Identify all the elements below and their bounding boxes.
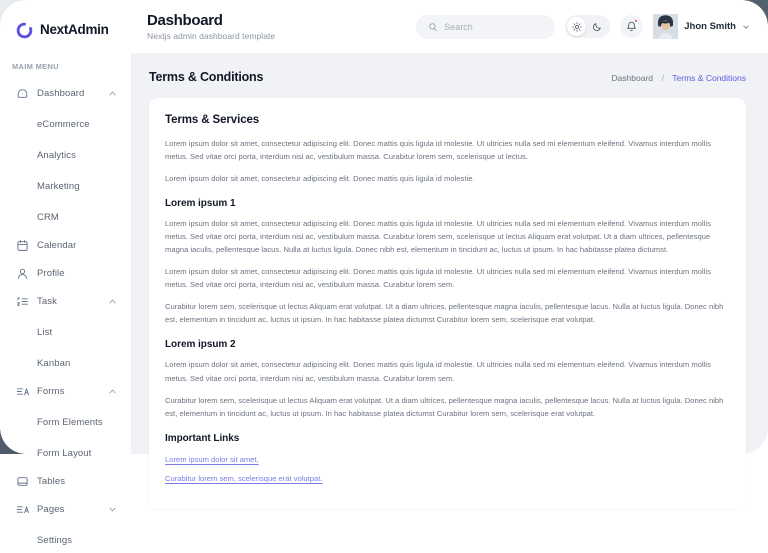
sidebar-subitem-label: Form Elements (37, 417, 103, 428)
main-column (131, 0, 768, 483)
theme-toggle-knob (567, 17, 586, 36)
section-1-paragraph: Lorem ipsum dolor sit amet, consectetur adipiscing elit. Donec mattis quis ligula id molestie. Ut ultricies nulla sed mi elementum eleifend. Vivamus interdum mollis metus. Sed vitae orci porta, interdum nisi ac, vestibulum massa. Curabitur lorem sem. (165, 267, 711, 290)
header-titles (147, 12, 275, 41)
sidebar-subitem-list[interactable] (8, 317, 123, 345)
sidebar-item-tables[interactable] (8, 469, 123, 494)
card-title: Terms & Services (165, 114, 260, 126)
tables-icon (16, 475, 29, 488)
section-2-paragraph: Curabitur lorem sem, scelerisque ut lectus Aliquam erat volutpat. Ut a diam ultrices, pellentesque magna iaculis, pellentesque lacus. Nulla at luctus ligula. Donec nibh est, elementum in tincidunt ac, luctus ut ipsum. In hac habitasse platea dictumst Curabitur lorem sem, scelerisque erat volutpat. (165, 395, 724, 418)
calendar-icon (16, 239, 29, 252)
theme-toggle[interactable] (565, 15, 610, 38)
profile-icon (16, 267, 29, 280)
important-links-title: Important Links (165, 432, 240, 444)
sidebar-subitem-label: Settings (37, 535, 73, 546)
page-title: Terms & Conditions (149, 70, 264, 84)
document-link[interactable]: Curabitur lorem sem, scelerisque erat volutpat. (165, 473, 323, 483)
sidebar-subitem-form-elements[interactable] (8, 407, 123, 435)
sidebar-item-calendar[interactable] (8, 233, 123, 258)
avatar (653, 14, 678, 39)
chevron-up-icon (108, 89, 117, 98)
breadcrumb-current: Terms & Conditions (672, 73, 746, 83)
dashboard-icon (16, 87, 29, 100)
chevron-down-icon (742, 23, 750, 31)
search-icon (428, 22, 438, 32)
sidebar-item-label: Forms (37, 386, 65, 397)
sidebar-subitem-kanban[interactable] (8, 348, 123, 376)
sidebar-subitem-form-layout[interactable] (8, 438, 123, 466)
brand-logo[interactable] (0, 0, 131, 44)
important-links-list (165, 453, 730, 485)
circular-arc-logo-icon (16, 22, 33, 39)
section-1-paragraph: Lorem ipsum dolor sit amet, consectetur adipiscing elit. Donec mattis quis ligula id molestie. Ut ultricies nulla sed mi elementum eleifend. Vivamus interdum mollis metus. Sed vitae orci porta, interdum nisi ac, vestibulum massa. Curabitur lorem sem, scelerisque ut lectus Aliquam erat volutpat. Ut a diam ultrices, pellentesque magna iaculis, pellentesque lacus. Nulla at luctus ligula. Donec nibh est, elementum in tincidunt ac, luctus ut ipsum. In hac habitasse platea dictumst. (165, 219, 711, 255)
header-subtitle: Nextjs admin dashboard template (147, 31, 276, 42)
sidebar-subitem-ecommerce[interactable] (8, 109, 123, 137)
section-1-title: Lorem ipsum 1 (165, 198, 236, 210)
sidebar-nav (0, 71, 131, 553)
sidebar-item-label: Pages (37, 504, 65, 515)
user-name: Jhon Smith (684, 21, 736, 32)
chevron-up-icon (108, 297, 117, 306)
chevron-down-icon (108, 505, 117, 514)
section-2-title: Lorem ipsum 2 (165, 339, 236, 351)
sidebar-subitem-label: List (37, 327, 53, 338)
content-area (131, 87, 768, 509)
breadcrumb-separator: / (661, 73, 664, 83)
document-link[interactable]: Lorem ipsum dolor sit amet, (165, 454, 259, 464)
sidebar-item-label: Profile (37, 268, 65, 279)
sidebar-item-dashboard[interactable] (8, 81, 123, 106)
breadcrumb (611, 68, 746, 86)
sidebar-item-label: Calendar (37, 240, 77, 251)
search-box[interactable] (416, 15, 555, 39)
section-1-paragraph: Curabitur lorem sem, scelerisque ut lectus Aliquam erat volutpat. Ut a diam ultrices, pellentesque magna iaculis, pellentesque lacus. Nulla at luctus ligula. Donec nibh est, elementum in tincidunt ac, luctus ut ipsum. In hac habitasse platea dictumst Curabitur lorem sem, scelerisque erat volutpat. (165, 302, 724, 325)
sun-icon (572, 22, 582, 32)
sidebar-item-label: Dashboard (37, 88, 85, 99)
chevron-up-icon (108, 387, 117, 396)
task-icon (16, 295, 29, 308)
notification-dot (634, 19, 638, 23)
sidebar-subitem-label: Kanban (37, 358, 71, 369)
sidebar-item-label: Task (37, 296, 57, 307)
intro-paragraph: Lorem ipsum dolor sit amet, consectetur adipiscing elit. Donec mattis quis ligula id molestie. Ut ultricies nulla sed mi elementum eleifend. Vivamus interdum mollis metus. Sed vitae orci porta, interdum nisi ac, vestibulum massa. Curabitur lorem sem, scelerisque ut lectus. (165, 139, 711, 162)
sidebar (0, 0, 131, 546)
terms-card (149, 98, 746, 509)
sidebar-item-pages[interactable] (8, 497, 123, 522)
sidebar-item-task[interactable] (8, 289, 123, 314)
pages-icon (16, 503, 29, 516)
sidebar-subitem-analytics[interactable] (8, 140, 123, 168)
top-header (131, 0, 768, 53)
section-2-paragraph: Lorem ipsum dolor sit amet, consectetur adipiscing elit. Donec mattis quis ligula id molestie. Ut ultricies nulla sed mi elementum eleifend. Vivamus interdum mollis metus. Sed vitae orci porta, interdum nisi ac, vestibulum massa. Curabitur lorem sem. (165, 360, 711, 383)
search-input[interactable] (444, 22, 543, 32)
sidebar-section-label: MAIM MENU (12, 62, 59, 71)
notifications-button[interactable] (620, 15, 643, 38)
breadcrumb-parent[interactable]: Dashboard (611, 73, 654, 83)
sidebar-subitem-label: CRM (37, 212, 59, 223)
sidebar-subitem-label: Form Layout (37, 448, 92, 459)
sidebar-item-label: Tables (37, 476, 66, 487)
sidebar-item-profile[interactable] (8, 261, 123, 286)
theme-toggle-dark-side (586, 17, 608, 36)
sidebar-subitem-crm[interactable] (8, 202, 123, 230)
sidebar-subitem-label: Marketing (37, 181, 80, 192)
sidebar-item-forms[interactable] (8, 379, 123, 404)
sidebar-subitem-settings[interactable] (8, 525, 123, 553)
brand-name: NextAdmin (40, 22, 109, 38)
sidebar-subitem-marketing[interactable] (8, 171, 123, 199)
sidebar-subitem-label: Analytics (37, 150, 76, 161)
user-avatar-image (653, 14, 678, 39)
intro-paragraph: Lorem ipsum dolor sit amet, consectetur adipiscing elit. Donec mattis quis ligula id molestie. (165, 174, 475, 184)
user-menu[interactable] (653, 14, 750, 39)
forms-icon (16, 385, 29, 398)
header-title: Dashboard (147, 11, 223, 29)
sidebar-subitem-label: eCommerce (37, 119, 90, 130)
moon-icon (592, 22, 602, 32)
breadcrumb-row (131, 53, 768, 87)
